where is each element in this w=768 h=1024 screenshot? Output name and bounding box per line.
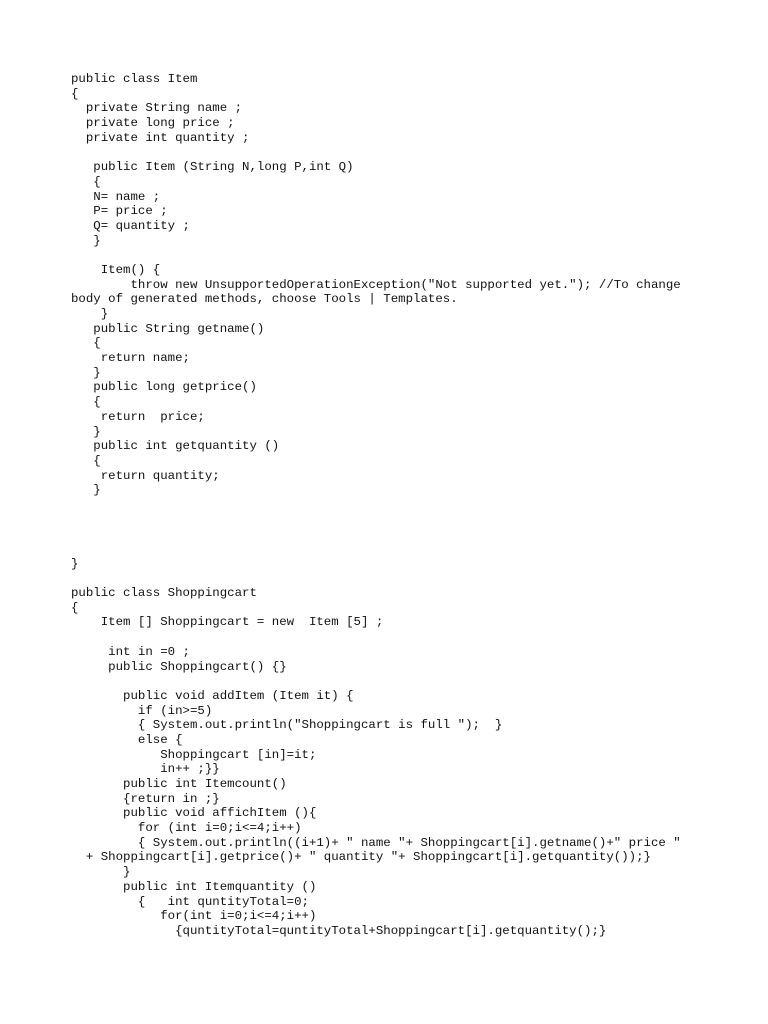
code-line: } <box>71 365 101 380</box>
code-line: private long price ; <box>71 116 235 131</box>
code-line: } <box>71 307 109 321</box>
code-line: { System.out.println("Shoppingcart is full "); } <box>71 718 503 733</box>
code-line: Q= quantity ; <box>71 218 190 233</box>
code-line: } <box>71 865 131 880</box>
code-line: public class Item <box>71 72 198 86</box>
code-line <box>71 571 751 586</box>
code-line <box>71 674 751 689</box>
code-line: { <box>71 395 101 410</box>
code-line: public int getquantity () <box>71 439 280 454</box>
code-line: public int Itemquantity () <box>71 879 317 894</box>
code-line: { <box>71 336 101 351</box>
code-listing <box>71 72 751 939</box>
code-line: private int quantity ; <box>71 130 250 145</box>
code-line: public void addItem (Item it) { <box>71 688 354 703</box>
code-line <box>71 527 751 542</box>
code-line: Item [] Shoppingcart = new Item [5] ; <box>71 615 384 630</box>
code-line: body of generated methods, choose Tools | Templates. <box>71 292 458 307</box>
code-line: Shoppingcart [in]=it; <box>71 747 317 762</box>
code-line: public class Shoppingcart <box>71 586 257 601</box>
code-line: return quantity; <box>71 468 220 483</box>
code-line: throw new UnsupportedOperationException("Not supported yet."); //To change <box>71 277 681 292</box>
code-line: return price; <box>71 409 205 424</box>
code-line: + Shoppingcart[i].getprice()+ " quantity "+ Shoppingcart[i].getquantity());} <box>71 850 651 865</box>
code-line: { <box>71 600 79 615</box>
code-line <box>71 630 751 645</box>
code-line: public long getprice() <box>71 380 257 395</box>
code-line: { System.out.println((i+1)+ " name "+ Shoppingcart[i].getname()+" price " <box>71 835 681 850</box>
code-line: else { <box>71 732 183 747</box>
code-line: { int quntityTotal=0; <box>71 894 309 909</box>
code-line: } <box>71 483 101 498</box>
code-line: public Item (String N,long P,int Q) <box>71 160 354 175</box>
code-line <box>71 513 751 528</box>
code-line: } <box>71 233 101 248</box>
code-line: in++ ;}} <box>71 762 220 777</box>
code-line: } <box>71 424 101 439</box>
code-line <box>71 542 751 557</box>
code-line: for(int i=0;i<=4;i++) <box>71 909 317 924</box>
code-line: return name; <box>71 351 190 366</box>
code-line: { <box>71 174 101 189</box>
code-line: public String getname() <box>71 321 265 336</box>
code-line: for (int i=0;i<=4;i++) <box>71 821 302 836</box>
code-line: {return in ;} <box>71 791 220 806</box>
code-line: if (in>=5) <box>71 703 213 718</box>
code-line: { <box>71 86 79 101</box>
code-line: private String name ; <box>71 101 243 116</box>
code-line: } <box>71 556 79 571</box>
code-line: N= name ; <box>71 189 161 204</box>
code-line: int in =0 ; <box>71 644 190 659</box>
code-line <box>71 248 751 263</box>
code-line <box>71 145 751 160</box>
code-line: public int Itemcount() <box>71 777 287 791</box>
code-line: P= price ; <box>71 204 168 219</box>
code-line <box>71 498 751 513</box>
code-line: Item() { <box>71 262 161 277</box>
code-line: public Shoppingcart() {} <box>71 659 287 674</box>
code-line: {quntityTotal=quntityTotal+Shoppingcart[i].getquantity();} <box>71 923 607 938</box>
code-line: public void affichItem (){ <box>71 806 317 821</box>
code-line: { <box>71 453 101 468</box>
